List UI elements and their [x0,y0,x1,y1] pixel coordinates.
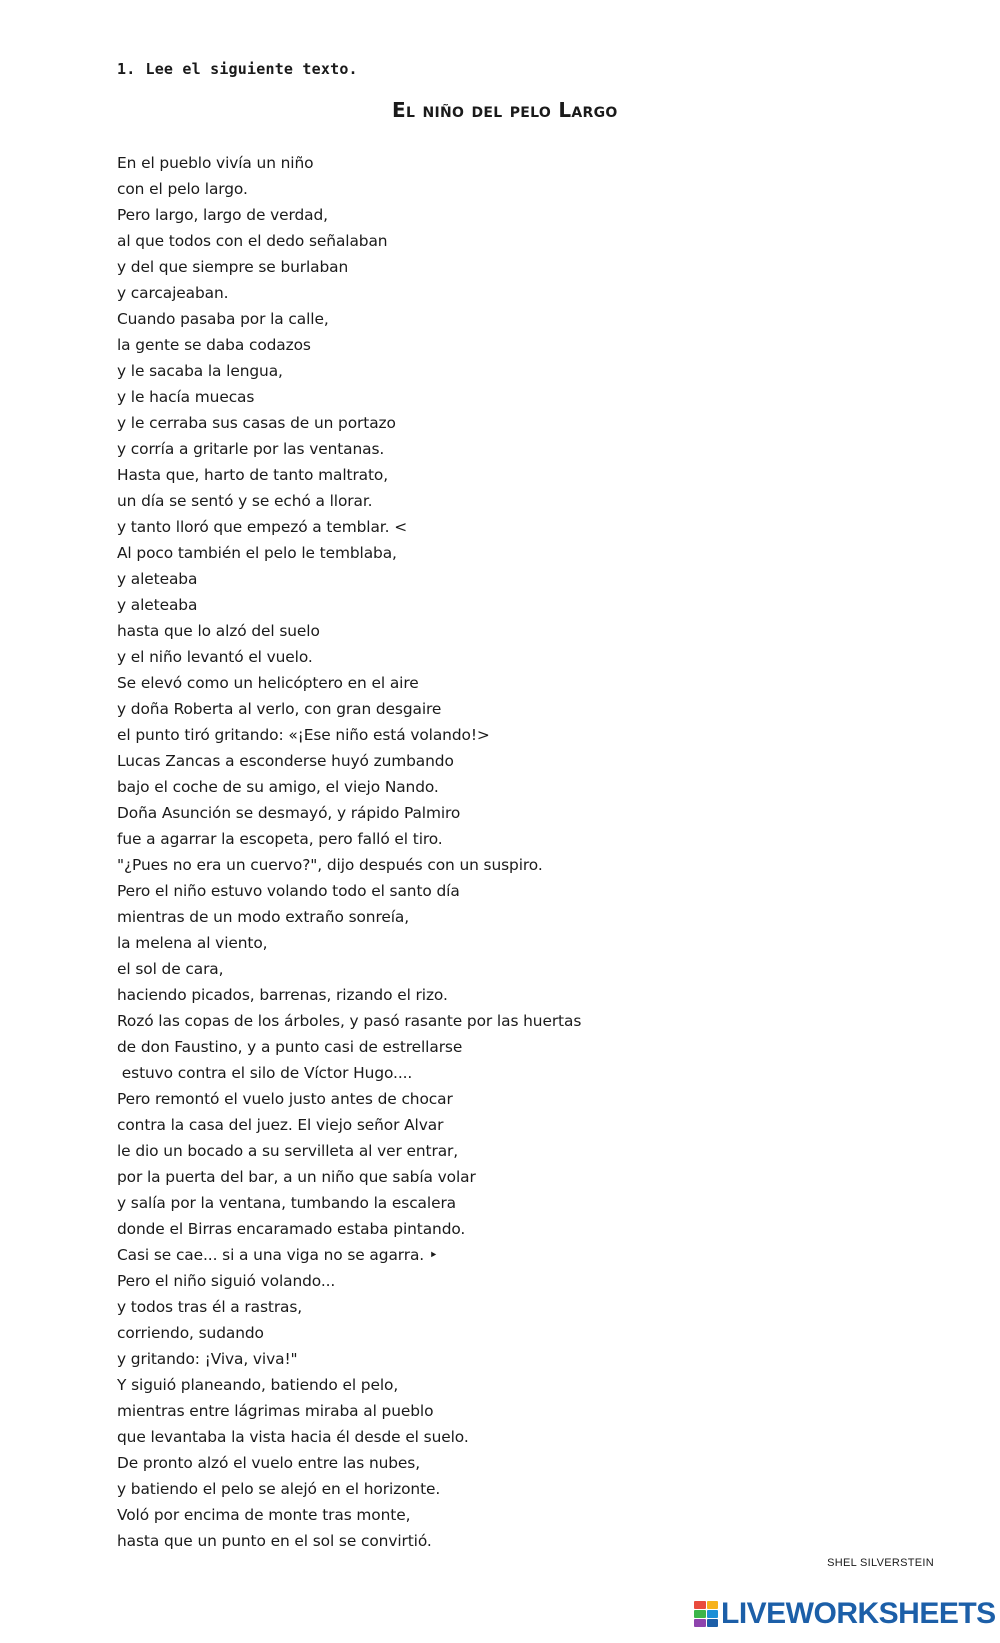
poem-line: contra la casa del juez. El viejo señor Alvar [117,1116,444,1134]
poem-line: la gente se daba codazos [117,336,311,354]
poem-line: y doña Roberta al verlo, con gran desgaire [117,700,442,718]
poem-line: "¿Pues no era un cuervo?", dijo después con un suspiro. [117,856,543,874]
poem-body [117,150,581,1554]
poem-line: De pronto alzó el vuelo entre las nubes, [117,1454,421,1472]
poem-line: Hasta que, harto de tanto maltrato, [117,466,389,484]
poem-line: Casi se cae... si a una viga no se agarra. ‣ [117,1246,438,1264]
poem-line: el sol de cara, [117,960,224,978]
poem-line: y carcajeaban. [117,284,229,302]
author-name: SHEL SILVERSTEIN [827,1557,934,1569]
poem-line: y batiendo el pelo se alejó en el horizonte. [117,1480,441,1498]
poem-line: que levantaba la vista hacia él desde el suelo. [117,1428,469,1446]
instruction [117,60,358,78]
instruction-number: 1. [117,60,136,78]
poem-line: Cuando pasaba por la calle, [117,310,329,328]
poem-line: le dio un bocado a su servilleta al ver entrar, [117,1142,459,1160]
poem-line: con el pelo largo. [117,180,248,198]
logo-tile [707,1610,719,1618]
poem-line: y salía por la ventana, tumbando la escalera [117,1194,456,1212]
poem-line: En el pueblo vivía un niño [117,154,314,172]
poem-line: Se elevó como un helicóptero en el aire [117,674,419,692]
poem-line: Pero el niño siguió volando... [117,1272,336,1290]
poem-line: Y siguió planeando, batiendo el pelo, [117,1376,399,1394]
poem-line: el punto tiró gritando: «¡Ese niño está volando!> [117,726,490,744]
logo-tile [707,1601,719,1609]
poem-line: y le cerraba sus casas de un portazo [117,414,396,432]
instruction-text: Lee el siguiente texto. [145,60,358,78]
poem-line: y aleteaba [117,570,198,588]
poem-line: un día se sentó y se echó a llorar. [117,492,373,510]
poem-line: mientras entre lágrimas miraba al pueblo [117,1402,434,1420]
poem-line: y le sacaba la lengua, [117,362,283,380]
poem-line: Rozó las copas de los árboles, y pasó rasante por las huertas [117,1012,582,1030]
poem-line: Pero largo, largo de verdad, [117,206,328,224]
poem-line: bajo el coche de su amigo, el viejo Nando. [117,778,439,796]
poem-line: y gritando: ¡Viva, viva!" [117,1350,298,1368]
poem-line: y todos tras él a rastras, [117,1298,303,1316]
logo-tile [707,1619,719,1627]
poem-line: y el niño levantó el vuelo. [117,648,313,666]
poem-line: hasta que un punto en el sol se convirtió. [117,1532,432,1550]
poem-line: Lucas Zancas a esconderse huyó zumbando [117,752,454,770]
poem-line: corriendo, sudando [117,1324,264,1342]
poem-line: estuvo contra el silo de Víctor Hugo.... [117,1064,413,1082]
poem-line: y le hacía muecas [117,388,255,406]
poem-line: y corría a gritarle por las ventanas. [117,440,385,458]
poem-line: donde el Birras encaramado estaba pintando. [117,1220,466,1238]
poem-title: El niño del pelo Largo [392,98,618,122]
poem-line: Voló por encima de monte tras monte, [117,1506,411,1524]
poem-line: Pero remontó el vuelo justo antes de chocar [117,1090,453,1108]
poem-line: y aleteaba [117,596,198,614]
logo-tile [694,1610,706,1618]
poem-line: por la puerta del bar, a un niño que sabía volar [117,1168,476,1186]
poem-line: haciendo picados, barrenas, rizando el rizo. [117,986,448,1004]
poem-line: y del que siempre se burlaban [117,258,349,276]
poem-line: mientras de un modo extraño sonreía, [117,908,410,926]
poem-line: Doña Asunción se desmayó, y rápido Palmiro [117,804,461,822]
poem-line: Pero el niño estuvo volando todo el santo día [117,882,460,900]
poem-line: la melena al viento, [117,934,268,952]
logo-tile [694,1619,706,1627]
poem-line: de don Faustino, y a punto casi de estrellarse [117,1038,463,1056]
liveworksheets-brand [694,1597,996,1631]
poem-line: hasta que lo alzó del suelo [117,622,320,640]
logo-tile [694,1601,706,1609]
brand-text: LIVEWORKSHEETS [721,1597,996,1630]
poem-line: fue a agarrar la escopeta, pero falló el tiro. [117,830,443,848]
poem-line: y tanto lloró que empezó a temblar. < [117,518,407,536]
poem-line: Al poco también el pelo le temblaba, [117,544,397,562]
liveworksheets-logo-icon [694,1601,718,1627]
poem-line: al que todos con el dedo señalaban [117,232,388,250]
